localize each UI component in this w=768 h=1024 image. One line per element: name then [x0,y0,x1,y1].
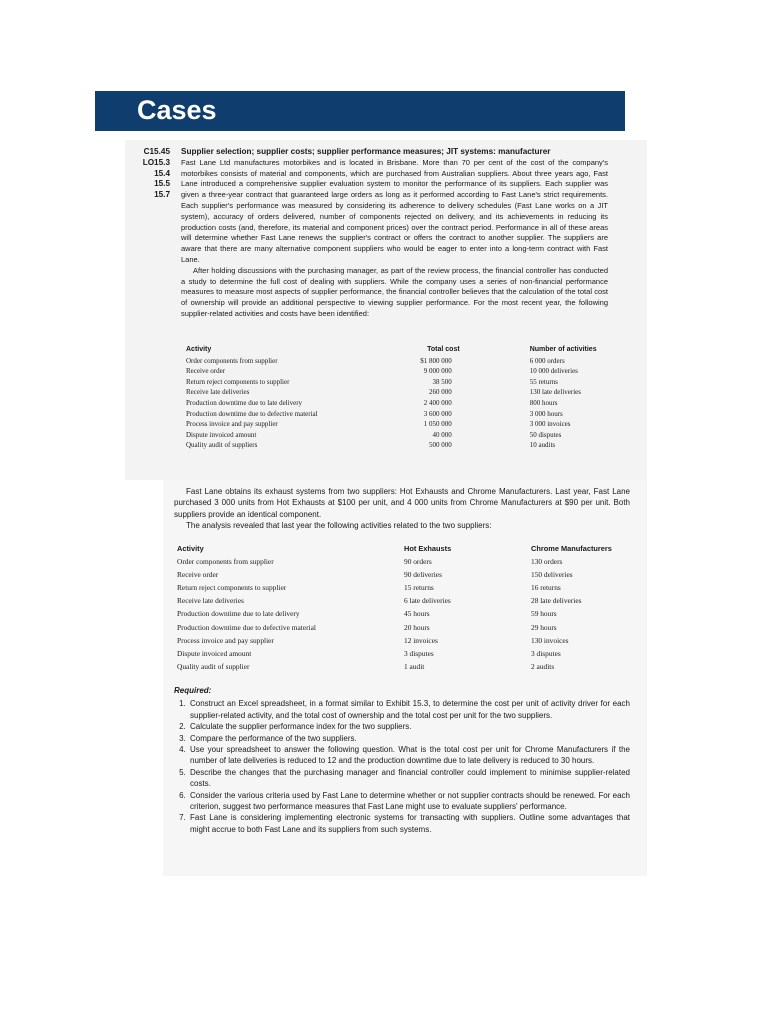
table-cell: Receive order [177,570,219,580]
table-cell: Dispute invoiced amount [186,430,257,439]
table-cell: 130 invoices [531,635,569,645]
paragraph: After holding discussions with the purchasing manager, as part of the review process, the financial controller has conducted a study to determine the full cost of dealing with suppliers. While the company uses a series of non-financial performance measures to measure most aspects of supplier performance, the financial controller believes that the calculation of the total cost of ownership will provide an additional perspective to viewing supplier performance. For the most recent year, the following supplier-related activities and costs have been identified: [181,265,608,318]
list-item: 7. Fast Lane is considering implementing electronic systems for transacting with suppliers. Outline some advantages that might accrue to both Fast Lane and its suppliers from such systems. [188,812,630,835]
column-header: Total cost [427,346,460,353]
case-title: Supplier selection; supplier costs; supplier performance measures; JIT systems: manufacturer [181,147,551,156]
table-cell: 2 audits [531,661,555,671]
section-header [95,91,625,131]
case-code: C15.45 [143,147,170,156]
table-row [186,366,606,377]
table-cell: 15 returns [404,583,434,593]
table-row [177,607,637,620]
table-cell: Production downtime due to defective material [186,409,318,418]
table-cell: 10 audits [529,441,556,450]
case-intro [181,147,608,320]
supplier-costs-table [186,345,606,451]
table-row [186,356,606,367]
table-cell: 16 returns [531,583,561,593]
table-cell: Receive late deliveries [186,388,250,397]
table-row [177,634,637,647]
table-cell: 3 000 hours [529,409,563,418]
table-row [186,430,606,441]
table-cell: Process invoice and pay supplier [186,420,278,429]
required-list [174,698,630,835]
table-cell: 38 500 [432,377,452,386]
table-cell: 45 hours [404,609,430,619]
learning-objective: 15.4 [154,168,170,178]
table-cell: 1 audit [404,661,425,671]
table-cell: 3 600 000 [423,409,452,418]
paragraph: The analysis revealed that last year the following activities related to the two suppliers: [186,521,492,531]
table-row [177,581,637,594]
table-cell: 10 000 deliveries [529,367,578,376]
table-cell: 59 hours [531,609,557,619]
table-cell: 90 deliveries [404,570,442,580]
list-item: 5. Describe the changes that the purchasing manager and financial controller could implement to minimise supplier-related costs. [188,767,630,790]
table-cell: 3 disputes [404,648,434,658]
table-cell: 3 disputes [531,648,561,658]
table-cell: Order components from supplier [177,557,274,567]
table-row [177,647,637,660]
table-cell: Production downtime due to late delivery [186,398,303,407]
table-cell: Return reject components to supplier [177,583,287,593]
learning-objective: LO15.3 [142,157,170,167]
list-item: 3. Compare the performance of the two suppliers. [188,733,630,744]
required-heading: Required: [174,686,212,695]
table-cell: Dispute invoiced amount [177,648,252,658]
table-row [177,621,637,634]
table-cell: 28 late deliveries [531,596,582,606]
table-cell: Quality audit of supplier [177,661,250,671]
table-cell: 12 invoices [404,635,438,645]
table-cell: 130 orders [531,557,563,567]
table-cell: 2 400 000 [423,398,452,407]
table-cell: 1 050 000 [423,420,452,429]
table-cell: Receive order [186,367,226,376]
table-cell: 6 late deliveries [404,596,451,606]
list-item: 1. Construct an Excel spreadsheet, in a format similar to Exhibit 15.3, to determine the cost per unit of activity driver for each supplier-related activity, and the total cost of ownership and the total cost per unit for the two suppliers. [188,698,630,721]
table-cell: 9 000 000 [423,367,452,376]
list-item: 4. Use your spreadsheet to answer the following question. What is the total cost per unit for Chrome Manufacturers if the number of late deliveries is reduced to 12 and the production downtime due to late delivery is reduced to 30 hours. [188,744,630,767]
table-row [186,387,606,398]
column-header: Number of activities [529,346,597,353]
supplier-activities-table [177,542,637,673]
column-header: Activity [186,346,212,353]
table-cell: 29 hours [531,622,557,632]
paragraph: Fast Lane Ltd manufactures motorbikes and is located in Brisbane. More than 70 per cent of the cost of the company's motorbikes consists of material and components, which are purchased from Australian suppliers. About three years ago, Fast Lane introduced a comprehensive supplier evaluation system to monitor the performance of its suppliers. Each supplier was given a three-year contract that guaranteed large orders as long as it performed according to Fast Lane's strict requirements. Each supplier's performance was measured by considering its adherence to delivery schedules (Fast Lane works on a JIT system), accuracy of orders delivered, number of components rejected on delivery, and its achievements in reducing its production costs (and, therefore, its material and component prices) over the contract period. Performance in all of these areas will determine whether Fast Lane renews the supplier's contract or offers the contract to another supplier. The suppliers are aware that there are many alternative component suppliers who would be eager to enter into a long-term contract with Fast Lane. [181,157,608,264]
table-cell: Process invoice and pay supplier [177,635,274,645]
table-cell: Return reject components to supplier [186,377,290,386]
supplier-comparison-text [174,486,630,532]
table-row [186,440,606,451]
table-row [177,594,637,607]
required-section [174,685,630,835]
case-codes [134,147,170,201]
table-cell: 20 hours [404,622,430,632]
table-row [186,409,606,420]
table-row [186,377,606,388]
table-cell: 800 hours [529,398,558,407]
table-cell: Quality audit of suppliers [186,441,258,450]
table-cell: 3 000 invoices [529,420,571,429]
table-cell: $1 800 000 [420,356,452,365]
table-cell: Receive late deliveries [177,596,244,606]
column-header: Hot Exhausts [404,544,452,553]
page-title: Cases [137,95,217,125]
table-row [177,555,637,568]
table-cell: Production downtime due to late delivery [177,609,300,619]
learning-objective: 15.5 [154,179,170,189]
table-cell: 150 deliveries [531,570,573,580]
table-cell: 130 late deliveries [529,388,582,397]
column-header: Chrome Manufacturers [531,544,612,553]
list-item: 2. Calculate the supplier performance index for the two suppliers. [188,721,630,732]
column-header: Activity [177,544,204,553]
learning-objective: 15.7 [154,190,170,200]
table-cell: 50 disputes [529,430,562,439]
table-cell: Production downtime due to defective material [177,622,316,632]
table-cell: Order components from supplier [186,356,278,365]
list-item: 6. Consider the various criteria used by Fast Lane to determine whether or not supplier contracts should be renewed. For each criterion, suggest two performance measures that Fast Lane might use to evaluate suppliers' performance. [188,790,630,813]
paragraph: Fast Lane obtains its exhaust systems from two suppliers: Hot Exhausts and Chrome Manufacturers. Last year, Fast Lane purchased 3 000 units from Hot Exhausts at $100 per unit, and 4 000 units from Chrome Manufacturers at $90 per unit. Both suppliers provide an identical component. [174,487,630,519]
table-row [177,660,637,673]
table-row [177,568,637,581]
table-row [186,398,606,409]
table-header-row [186,345,606,356]
table-cell: 260 000 [428,388,452,397]
table-row [186,419,606,430]
table-cell: 40 000 [432,430,452,439]
table-cell: 6 000 orders [529,356,565,365]
table-cell: 90 orders [404,557,432,567]
table-cell: 500 000 [428,441,452,450]
table-cell: 55 returns [529,377,558,386]
table-header-row [177,542,637,555]
